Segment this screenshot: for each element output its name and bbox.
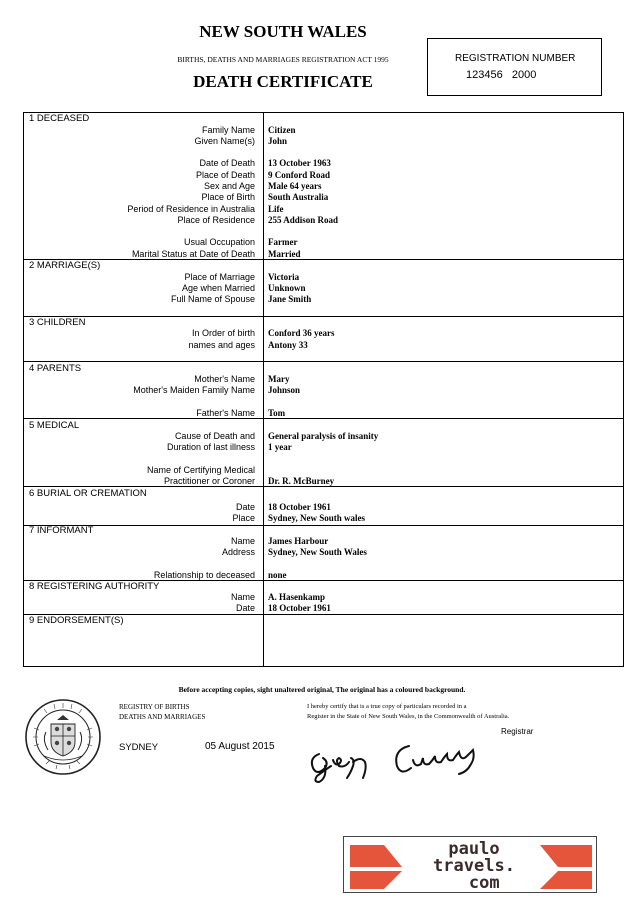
field-value: 1 year (268, 442, 292, 452)
section-title-parents: 4 PARENTS (29, 363, 82, 374)
certificate-title: DEATH CERTIFICATE (193, 72, 373, 91)
authenticity-notice: Before accepting copies, sight unaltered original, The original has a coloured background. (178, 685, 466, 694)
field-label: Address (221, 547, 255, 557)
field-label: Duration of last illness (166, 442, 255, 452)
field-label: Mother's Maiden Family Name (133, 385, 255, 395)
field-value: Dr. R. McBurney (268, 476, 335, 486)
field-value: James Harbour (268, 536, 329, 546)
certification-line: Register in the State of New South Wales, in the Commonwealth of Australia. (307, 713, 510, 720)
field-value: General paralysis of insanity (268, 431, 379, 441)
field-value: Johnson (268, 385, 301, 395)
registration-number: 123456 2000 (466, 69, 537, 81)
field-value: Victoria (268, 272, 300, 282)
field-value: Citizen (268, 125, 296, 135)
registrar-title: Registrar (501, 727, 534, 736)
section-title-endorsements: 9 ENDORSEMENT(S) (29, 615, 124, 626)
section-divider (24, 259, 623, 260)
field-label: Practitioner or Coroner (163, 476, 255, 486)
field-label: Relationship to deceased (153, 570, 255, 580)
registration-label: REGISTRATION NUMBER (455, 53, 576, 64)
section-title-marriages: 2 MARRIAGE(S) (29, 260, 101, 271)
field-label: Marital Status at Date of Death (131, 249, 255, 259)
field-label: Full Name of Spouse (170, 294, 255, 304)
certificate-table (23, 112, 624, 667)
field-label: Place of Death (195, 170, 255, 180)
registration-box (427, 38, 602, 96)
field-value: Unknown (268, 283, 306, 293)
registrar-signature (305, 740, 490, 785)
field-label: Sex and Age (203, 181, 255, 191)
field-label: names and ages (188, 340, 255, 350)
field-label: Name of Certifying Medical (146, 465, 255, 475)
field-value: none (268, 570, 287, 580)
field-value: Sydney, New South Wales (268, 547, 367, 557)
section-title-registering-authority: 8 REGISTERING AUTHORITY (29, 581, 160, 592)
field-label: Given Name(s) (194, 136, 255, 146)
field-value: Sydney, New South wales (268, 513, 366, 523)
section-divider (24, 525, 623, 526)
field-label: Mother's Name (194, 374, 255, 384)
section-divider (24, 316, 623, 317)
watermark-logo (343, 836, 597, 893)
field-value: Married (268, 249, 301, 259)
section-title-burial: 6 BURIAL OR CREMATION (29, 488, 147, 499)
certification-statement (307, 702, 509, 722)
field-label: Place of Residence (177, 215, 255, 225)
field-label: Place of Marriage (184, 272, 255, 282)
page-title: NEW SOUTH WALES (199, 22, 367, 41)
act-reference: BIRTHS, DEATHS AND MARRIAGES REGISTRATION ACT 1995 (177, 55, 389, 64)
field-value: 255 Addison Road (268, 215, 339, 225)
section-title-deceased: 1 DECEASED (29, 113, 90, 124)
registry-name (119, 702, 205, 722)
issue-date: 05 August 2015 (205, 741, 275, 752)
section-title-informant: 7 INFORMANT (29, 525, 94, 536)
field-label: Age when Married (181, 283, 255, 293)
registrar-seal (24, 698, 102, 776)
field-value: Male 64 years (268, 181, 322, 191)
field-value: 13 October 1963 (268, 158, 331, 168)
registry-line: DEATHS AND MARRIAGES (119, 713, 206, 721)
field-value: Farmer (268, 237, 298, 247)
field-value: 9 Conford Road (268, 170, 331, 180)
field-value: John (268, 136, 288, 146)
issue-city: SYDNEY (119, 742, 159, 753)
field-label: In Order of birth (191, 328, 255, 338)
column-divider (263, 113, 264, 666)
section-title-children: 3 CHILDREN (29, 317, 86, 328)
field-value: 18 October 1961 (268, 502, 331, 512)
field-label: Father's Name (196, 408, 255, 418)
field-value: A. Hasenkamp (268, 592, 326, 602)
field-label: Name (230, 536, 255, 546)
field-label: Cause of Death and (174, 431, 255, 441)
field-label: Name (230, 592, 255, 602)
section-divider (24, 418, 623, 419)
field-label: Date (235, 502, 255, 512)
field-label: Date of Death (199, 158, 255, 168)
field-value: Jane Smith (268, 294, 312, 304)
registry-line: REGISTRY OF BIRTHS (119, 703, 190, 711)
field-label: Period of Residence in Australia (127, 204, 255, 214)
section-title-medical: 5 MEDICAL (29, 420, 80, 431)
field-value: 18 October 1961 (268, 603, 331, 613)
field-value: South Australia (268, 192, 329, 202)
field-label: Place of Birth (201, 192, 255, 202)
field-label: Place (232, 513, 255, 523)
certification-line: I hereby certify that is a true copy of particulars recorded in a (307, 703, 467, 710)
logo-text: paulo travels. com (433, 839, 515, 893)
field-label: Family Name (201, 125, 255, 135)
field-value: Conford 36 years (268, 328, 335, 338)
section-divider (24, 361, 623, 362)
field-label: Date (235, 603, 255, 613)
field-value: Antony 33 (268, 340, 308, 350)
field-label: Usual Occupation (183, 237, 255, 247)
field-value: Mary (268, 374, 290, 384)
field-value: Life (268, 204, 284, 214)
field-value: Tom (268, 408, 286, 418)
